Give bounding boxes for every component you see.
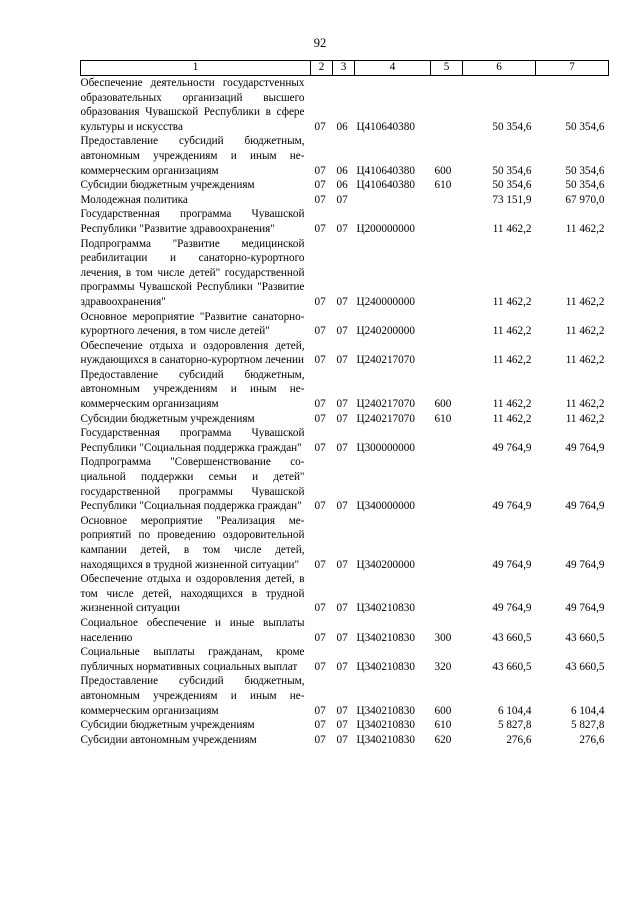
row-name: Предоставление субсидий бюджетным, автономным учреждениям и иным некоммерческим организациям [80, 675, 305, 717]
row-subsection: 07 [336, 602, 348, 615]
row-subsection: 07 [336, 500, 348, 513]
row-name: Подпрограмма "Совершенствование социальной поддержки семьи и детей" государственной программы Чувашской Республики "Социальная поддержка граждан" [80, 456, 305, 513]
page-number: 92 [313, 36, 327, 50]
header-col-6: 6 [463, 61, 536, 76]
row-section: 07 [314, 704, 326, 717]
row-amount-2: 43 660,5 [565, 631, 605, 644]
row-section: 07 [314, 441, 326, 454]
row-subsection: 07 [336, 441, 348, 454]
row-amount-1: 50 354,6 [492, 120, 532, 133]
row-target-code: Ц240217070 [356, 354, 415, 367]
row-amount-1: 6 104,4 [497, 704, 532, 717]
row-section: 07 [314, 295, 326, 308]
row-target-code: Ц240000000 [356, 295, 415, 308]
header-col-5: 5 [431, 61, 463, 76]
row-target-code: Ц340210830 [356, 733, 415, 746]
table-row [81, 645, 609, 674]
row-target-code: Ц410640380 [356, 164, 415, 177]
row-section: 07 [314, 222, 326, 235]
row-subsection: 07 [336, 631, 348, 644]
row-amount-2: 11 462,2 [565, 222, 605, 235]
row-name: Социальные выплаты гражданам, кроме публичных нормативных социальных выплат [80, 646, 305, 673]
row-section: 07 [314, 179, 326, 192]
row-amount-2: 276,6 [579, 733, 605, 746]
row-subsection: 07 [336, 325, 348, 338]
row-expense-type [431, 237, 463, 310]
table-row [81, 412, 609, 427]
row-subsection: 07 [336, 412, 348, 425]
header-col-7: 7 [536, 61, 609, 76]
row-amount-1: 43 660,5 [492, 631, 532, 644]
row-expense-type [431, 572, 463, 616]
row-name: Обеспечение отдыха и оздоровления детей, в том числе детей, находящихся в трудной жизненной ситуации [80, 573, 305, 615]
table-row [81, 733, 609, 748]
row-amount-2: 50 354,6 [565, 120, 605, 133]
row-amount-1: 50 354,6 [492, 164, 532, 177]
row-name: Предоставление субсидий бюджетным, автономным учреждениям и иным некоммерческим организациям [80, 368, 305, 411]
row-expense-type: 600 [434, 164, 452, 177]
row-target-code [355, 193, 431, 208]
row-amount-2: 6 104,4 [570, 704, 605, 717]
row-target-code: Ц340000000 [356, 500, 415, 513]
row-section: 07 [314, 398, 326, 411]
table-row [81, 237, 609, 310]
row-amount-1: 49 764,9 [492, 602, 532, 615]
row-subsection: 07 [336, 660, 348, 673]
row-expense-type: 610 [434, 412, 452, 425]
row-section: 07 [314, 558, 326, 571]
row-target-code: Ц410640380 [356, 120, 415, 133]
row-section: 07 [314, 719, 326, 732]
row-target-code: Ц340210830 [356, 631, 415, 644]
row-amount-1: 11 462,2 [492, 222, 532, 235]
row-expense-type [431, 455, 463, 513]
row-amount-1: 11 462,2 [492, 295, 532, 308]
row-name: Подпрограмма "Развитие медицинской реабилитации и санаторно-курортного лечения, в том числе детей" государственной программы Чувашской Республики "Развитие здравоохранения" [80, 237, 305, 308]
row-target-code: Ц240217070 [356, 412, 415, 425]
row-section: 07 [314, 500, 326, 513]
row-expense-type [431, 207, 463, 236]
row-amount-2: 49 764,9 [565, 500, 605, 513]
row-section: 07 [314, 193, 326, 206]
row-expense-type [431, 76, 463, 135]
table-body [81, 76, 609, 748]
table-row [81, 134, 609, 178]
row-name: Основное мероприятие "Развитие санаторно-курортного лечения, в том числе детей" [80, 310, 305, 338]
row-target-code: Ц340210830 [356, 719, 415, 732]
table-row [81, 514, 609, 572]
table-row [81, 310, 609, 339]
row-section: 07 [314, 733, 326, 746]
table-row [81, 616, 609, 645]
row-amount-2: 49 764,9 [565, 602, 605, 615]
row-amount-1: 5 827,8 [497, 719, 532, 732]
row-target-code: Ц340200000 [356, 558, 415, 571]
row-name: Субсидии автономным учреждениям [80, 733, 257, 746]
table-row [81, 339, 609, 368]
row-amount-2: 67 970,0 [565, 193, 605, 206]
table-row [81, 193, 609, 208]
row-target-code: Ц240200000 [356, 325, 415, 338]
table-header [81, 61, 609, 76]
header-col-3: 3 [333, 61, 355, 76]
table-row [81, 674, 609, 718]
table-row [81, 426, 609, 455]
row-section: 07 [314, 354, 326, 367]
row-name: Обеспечение деятельности государстvенных образовательных организаций высшего образования Чувашской Республики в сфере культуры и искусства [80, 77, 305, 133]
row-amount-1: 49 764,9 [492, 441, 532, 454]
row-amount-1: 11 462,2 [492, 398, 532, 411]
row-amount-2: 11 462,2 [565, 325, 605, 338]
row-name: Молодежная политика [80, 193, 188, 206]
row-amount-2: 11 462,2 [565, 354, 605, 367]
row-amount-2: 11 462,2 [565, 398, 605, 411]
row-subsection: 07 [336, 733, 348, 746]
row-subsection: 07 [336, 704, 348, 717]
row-name: Обеспечение отдыха и оздоровления детей, нуждающихся в санаторно-курортном лечении [80, 339, 305, 367]
header-row [81, 61, 609, 76]
row-amount-1: 49 764,9 [492, 558, 532, 571]
row-expense-type [431, 193, 463, 208]
row-target-code: Ц410640380 [356, 179, 415, 192]
row-subsection: 06 [336, 179, 348, 192]
row-subsection: 07 [336, 193, 348, 206]
row-expense-type: 600 [434, 398, 452, 411]
row-section: 07 [314, 412, 326, 425]
row-expense-type: 620 [434, 733, 452, 746]
row-expense-type [431, 426, 463, 455]
row-amount-2: 11 462,2 [565, 295, 605, 308]
row-amount-1: 276,6 [506, 733, 532, 746]
table-row [81, 368, 609, 412]
row-subsection: 07 [336, 558, 348, 571]
row-subsection: 06 [336, 164, 348, 177]
row-subsection: 07 [336, 222, 348, 235]
row-amount-2: 43 660,5 [565, 660, 605, 673]
row-amount-2: 5 827,8 [570, 719, 605, 732]
row-name: Государственная программа Чувашской Республики "Развитие здравоохранения" [80, 208, 305, 235]
table-row [81, 207, 609, 236]
row-subsection: 07 [336, 719, 348, 732]
row-expense-type [431, 339, 463, 368]
row-subsection: 07 [336, 295, 348, 308]
row-name: Субсидии бюджетным учреждениям [80, 412, 255, 425]
row-section: 07 [314, 602, 326, 615]
row-amount-2: 50 354,6 [565, 179, 605, 192]
row-amount-2: 11 462,2 [565, 412, 605, 425]
table-row [81, 455, 609, 513]
row-expense-type: 300 [434, 631, 452, 644]
header-col-1: 1 [81, 61, 311, 76]
row-expense-type [431, 310, 463, 339]
row-amount-2: 50 354,6 [565, 164, 605, 177]
header-col-4: 4 [355, 61, 431, 76]
row-subsection: 06 [336, 120, 348, 133]
row-name: Социальное обеспечение и иные выплаты населению [80, 616, 305, 644]
row-target-code: Ц300000000 [356, 441, 415, 454]
row-expense-type: 600 [434, 704, 452, 717]
row-amount-1: 43 660,5 [492, 660, 532, 673]
row-target-code: Ц200000000 [356, 222, 415, 235]
row-section: 07 [314, 631, 326, 644]
row-name: Субсидии бюджетным учреждениям [80, 179, 255, 192]
row-amount-2: 49 764,9 [565, 558, 605, 571]
row-expense-type: 610 [434, 719, 452, 732]
row-expense-type [431, 514, 463, 572]
row-name: Государственная программа Чувашской Республики "Социальная поддержка граждан" [80, 427, 305, 454]
row-name: Субсидии бюджетным учреждениям [80, 719, 255, 732]
row-section: 07 [314, 120, 326, 133]
row-expense-type: 320 [434, 660, 452, 673]
row-amount-1: 11 462,2 [492, 354, 532, 367]
row-target-code: Ц340210830 [356, 602, 415, 615]
row-expense-type: 610 [434, 179, 452, 192]
row-section: 07 [314, 164, 326, 177]
header-col-2: 2 [311, 61, 333, 76]
row-subsection: 07 [336, 354, 348, 367]
row-amount-1: 49 764,9 [492, 500, 532, 513]
row-amount-1: 73 151,9 [492, 193, 532, 206]
row-amount-2: 49 764,9 [565, 441, 605, 454]
row-target-code: Ц240217070 [356, 398, 415, 411]
row-target-code: Ц340210830 [356, 704, 415, 717]
row-section: 07 [314, 660, 326, 673]
row-target-code: Ц340210830 [356, 660, 415, 673]
row-amount-1: 11 462,2 [492, 325, 532, 338]
row-name: Предоставление субсидий бюджетным, автономным учреждениям и иным некоммерческим организациям [80, 135, 305, 177]
table-row [81, 178, 609, 193]
budget-table [80, 60, 609, 747]
row-name: Основное мероприятие "Реализация мероприятий по проведению оздоровительной кампании детей, в том числе детей, находящихся в трудной жизненной ситуации" [80, 514, 305, 571]
row-subsection: 07 [336, 398, 348, 411]
row-section: 07 [314, 325, 326, 338]
table-row [81, 76, 609, 135]
row-amount-1: 50 354,6 [492, 179, 532, 192]
table-row [81, 572, 609, 616]
row-amount-1: 11 462,2 [492, 412, 532, 425]
table-row [81, 718, 609, 733]
